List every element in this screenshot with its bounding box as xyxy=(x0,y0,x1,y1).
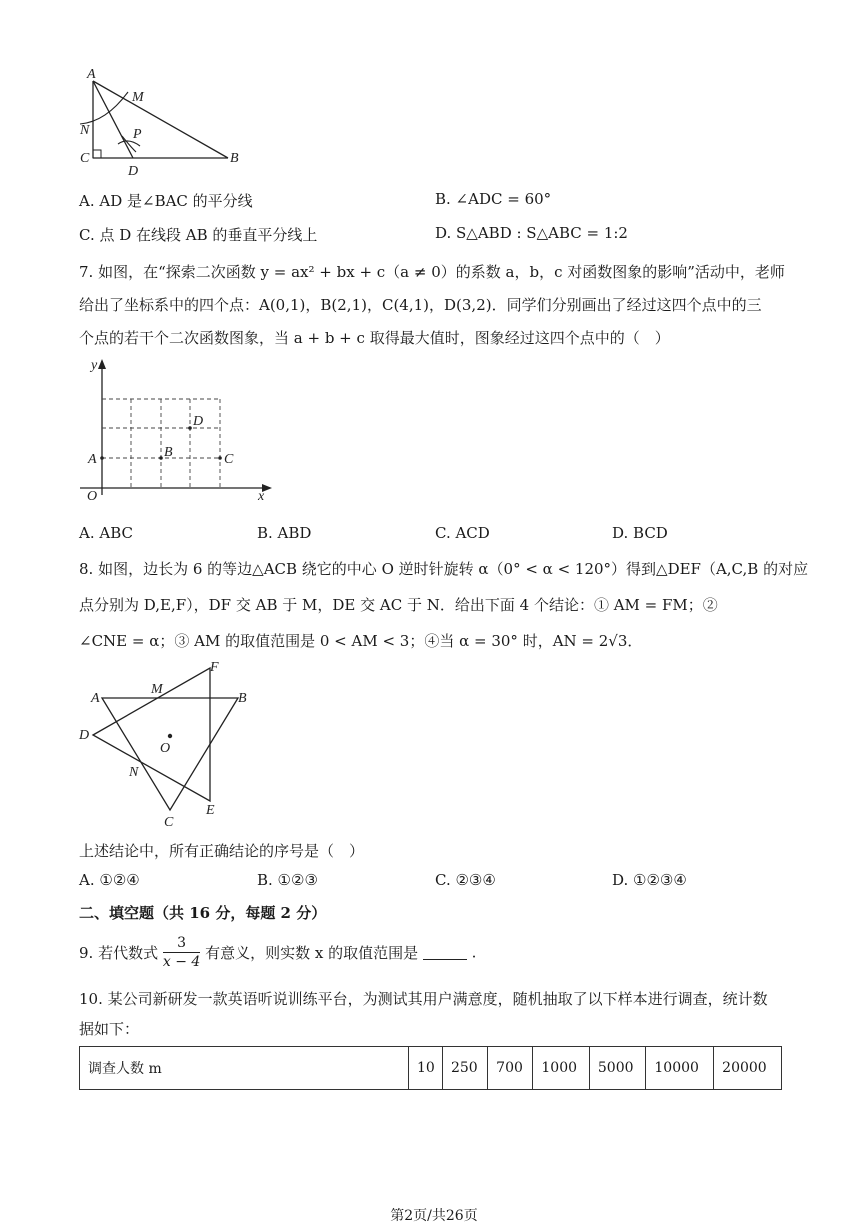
table-cell: 250 xyxy=(442,1047,487,1090)
q9-fraction xyxy=(163,934,200,971)
fig6-label-n: N xyxy=(80,123,90,138)
q8-line-1: 8. 如图，边长为 6 的等边△ACB 绕它的中心 O 逆时针旋转 α（0° < α < 120°）得到△DEF（A,C,B 的对应 xyxy=(79,560,809,578)
table-cell: 20000 xyxy=(714,1047,782,1090)
q6-option-c: C. 点 D 在线段 AB 的垂直平分线上 xyxy=(79,226,318,244)
q8-option-b: B. ①②③ xyxy=(257,871,318,889)
q8-option-a: A. ①②④ xyxy=(79,871,140,889)
survey-table xyxy=(79,1046,782,1090)
q8-option-c: C. ②③④ xyxy=(435,871,496,889)
q8-line-3: ∠CNE = α；③ AM 的取值范围是 0 < AM < 3；④当 α = 30° 时，AN = 2√3． xyxy=(79,632,643,650)
fig8-label-b: B xyxy=(238,691,247,706)
table-cell: 5000 xyxy=(589,1047,646,1090)
q8-triangles-figure xyxy=(76,658,256,830)
fig8-label-c: C xyxy=(164,815,174,830)
fig7-label-b: B xyxy=(164,445,173,460)
fig7-label-d: D xyxy=(193,414,204,429)
q9-suffix: 有意义，则实数 x 的取值范围是 xyxy=(205,944,419,962)
q8-line-2: 点分别为 D,E,F），DF 交 AB 于 M，DE 交 AC 于 N．给出下面 4 个结论：① AM = FM；② xyxy=(79,596,718,614)
fig7-label-o: O xyxy=(87,489,98,504)
fig7-label-a: A xyxy=(88,452,97,467)
q10-line-2: 据如下： xyxy=(79,1020,140,1038)
table-header-cell: 调查人数 m xyxy=(80,1047,409,1090)
q6-option-d: D. S△ABD : S△ABC = 1:2 xyxy=(435,224,628,242)
fig6-label-a: A xyxy=(87,67,96,82)
q9-prefix: 9. 若代数式 xyxy=(79,944,159,962)
section-heading-fill-in: 二、填空题（共 16 分，每题 2 分） xyxy=(79,904,327,922)
q7-option-a: A. ABC xyxy=(79,524,133,542)
fig6-label-m: M xyxy=(132,90,144,105)
q9-end: . xyxy=(471,943,477,962)
q10-line-1: 10. 某公司新研发一款英语听说训练平台，为测试其用户满意度，随机抽取了以下样本进行调查，统计数 xyxy=(79,990,768,1008)
fig8-label-f: F xyxy=(210,660,219,675)
fig8-label-o: O xyxy=(160,741,171,756)
q9-answer-blank[interactable] xyxy=(423,945,467,960)
q7-line-1: 7. 如图，在“探索二次函数 y = ax² + bx + c（a ≠ 0）的系数 a，b，c 对函数图象的影响”活动中，老师 xyxy=(79,263,785,281)
q7-line-3: 个点的若干个二次函数图象，当 a + b + c 取得最大值时，图象经过这四个点中的（ ） xyxy=(79,329,670,347)
table-cell: 10000 xyxy=(646,1047,714,1090)
q7-coordinate-figure xyxy=(76,355,276,505)
fig6-label-b: B xyxy=(230,151,239,166)
fig6-label-c: C xyxy=(80,151,90,166)
q7-option-d: D. BCD xyxy=(612,524,668,542)
fig7-label-c: C xyxy=(224,452,234,467)
table-cell: 700 xyxy=(488,1047,533,1090)
fig8-label-e: E xyxy=(206,803,215,818)
q8-stem: 上述结论中，所有正确结论的序号是（ ） xyxy=(79,842,365,860)
fig7-label-y: y xyxy=(91,358,98,373)
table-row xyxy=(80,1047,782,1090)
fig6-label-d: D xyxy=(128,164,139,179)
fig8-label-d: D xyxy=(79,728,90,743)
q7-option-b: B. ABD xyxy=(257,524,312,542)
fig6-label-p: P xyxy=(133,127,142,142)
q9-line xyxy=(79,934,476,971)
q7-line-2: 给出了坐标系中的四个点：A(0,1)，B(2,1)，C(4,1)，D(3,2)．同学们分别画出了经过这四个点中的三 xyxy=(79,296,762,314)
q6-triangle-figure xyxy=(76,64,246,179)
fig8-label-a: A xyxy=(91,691,100,706)
q7-option-c: C. ACD xyxy=(435,524,490,542)
q6-option-b: B. ∠ADC = 60° xyxy=(435,190,552,208)
page-footer: 第2页/共26页 xyxy=(390,1208,478,1224)
fig8-label-m: M xyxy=(151,682,163,697)
fig7-label-x: x xyxy=(258,489,265,504)
q6-option-a: A. AD 是∠BAC 的平分线 xyxy=(79,192,253,210)
q9-numerator: 3 xyxy=(163,934,200,953)
q9-denominator: x − 4 xyxy=(162,954,201,970)
fig8-label-n: N xyxy=(129,765,139,780)
table-cell: 10 xyxy=(409,1047,443,1090)
q8-option-d: D. ①②③④ xyxy=(612,871,687,889)
table-cell: 1000 xyxy=(533,1047,590,1090)
